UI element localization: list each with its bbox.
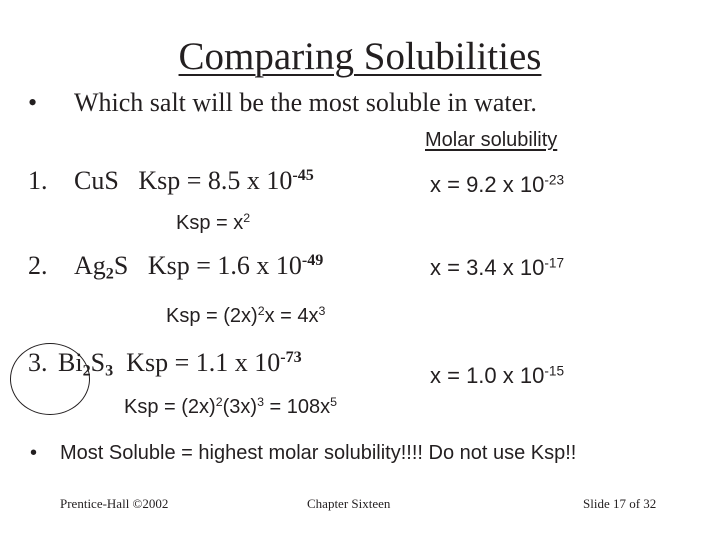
salt-3-ksp-line: [58, 348, 302, 378]
molar-solubility-header: Molar solubility: [425, 129, 558, 151]
footer-slide-number: Slide 17 of 32: [583, 496, 657, 511]
salt-1-ksp-relation: Ksp = $x^2$: [176, 211, 251, 234]
salt-3-ksp-label: Ksp =: [126, 348, 196, 377]
salt-2-ksp-value: 1.6 x $10^{-49}$: [217, 251, 324, 280]
salt-1-ksp-line: [74, 166, 314, 196]
footer-publisher: Prentice-Hall ©2002: [60, 496, 169, 511]
conclusion-text: Most Soluble = highest molar solubility!!!! Do not use Ksp!!: [60, 442, 577, 464]
question-bullet: •: [28, 88, 38, 117]
salt-3-ksp-value: 1.1 x $10^{-73}$: [195, 348, 302, 377]
salt-2-ksp-line: [74, 251, 323, 281]
salt-1-molar-solubility: x = 9.2 x $10^{-23}$: [430, 172, 565, 197]
salt-2-number: 2.: [28, 251, 48, 280]
salt-2-formula: $Ag_2S$: [74, 251, 129, 283]
salt-1-formula: CuS: [74, 166, 119, 195]
salt-1-number: 1.: [28, 166, 48, 195]
footer-chapter: Chapter Sixteen: [307, 496, 391, 511]
salt-3-ksp-relation: Ksp = $(2x)^2(3x)^3 = 108x^5$: [124, 395, 338, 418]
salt-3-molar-solubility: x = 1.0 x $10^{-15}$: [430, 363, 565, 388]
salt-2-ksp-label: Ksp =: [147, 251, 218, 280]
salt-1-ksp-value: 8.5 x $10^{-45}$: [207, 166, 314, 195]
salt-2-ksp-relation: Ksp = $(2x)^2x = 4x^3$: [166, 304, 326, 327]
question-text: Which salt will be the most soluble in water.: [74, 88, 537, 117]
salt-2-molar-solubility: x = 3.4 x $10^{-17}$: [430, 255, 565, 280]
salt-1-ksp-label: Ksp =: [138, 166, 208, 195]
salt-3-number: 3.: [28, 348, 48, 377]
salt-3-formula: $Bi_2S_3$: [58, 348, 114, 380]
conclusion-bullet: •: [30, 442, 38, 464]
slide-title: Comparing Solubilities: [178, 35, 542, 78]
